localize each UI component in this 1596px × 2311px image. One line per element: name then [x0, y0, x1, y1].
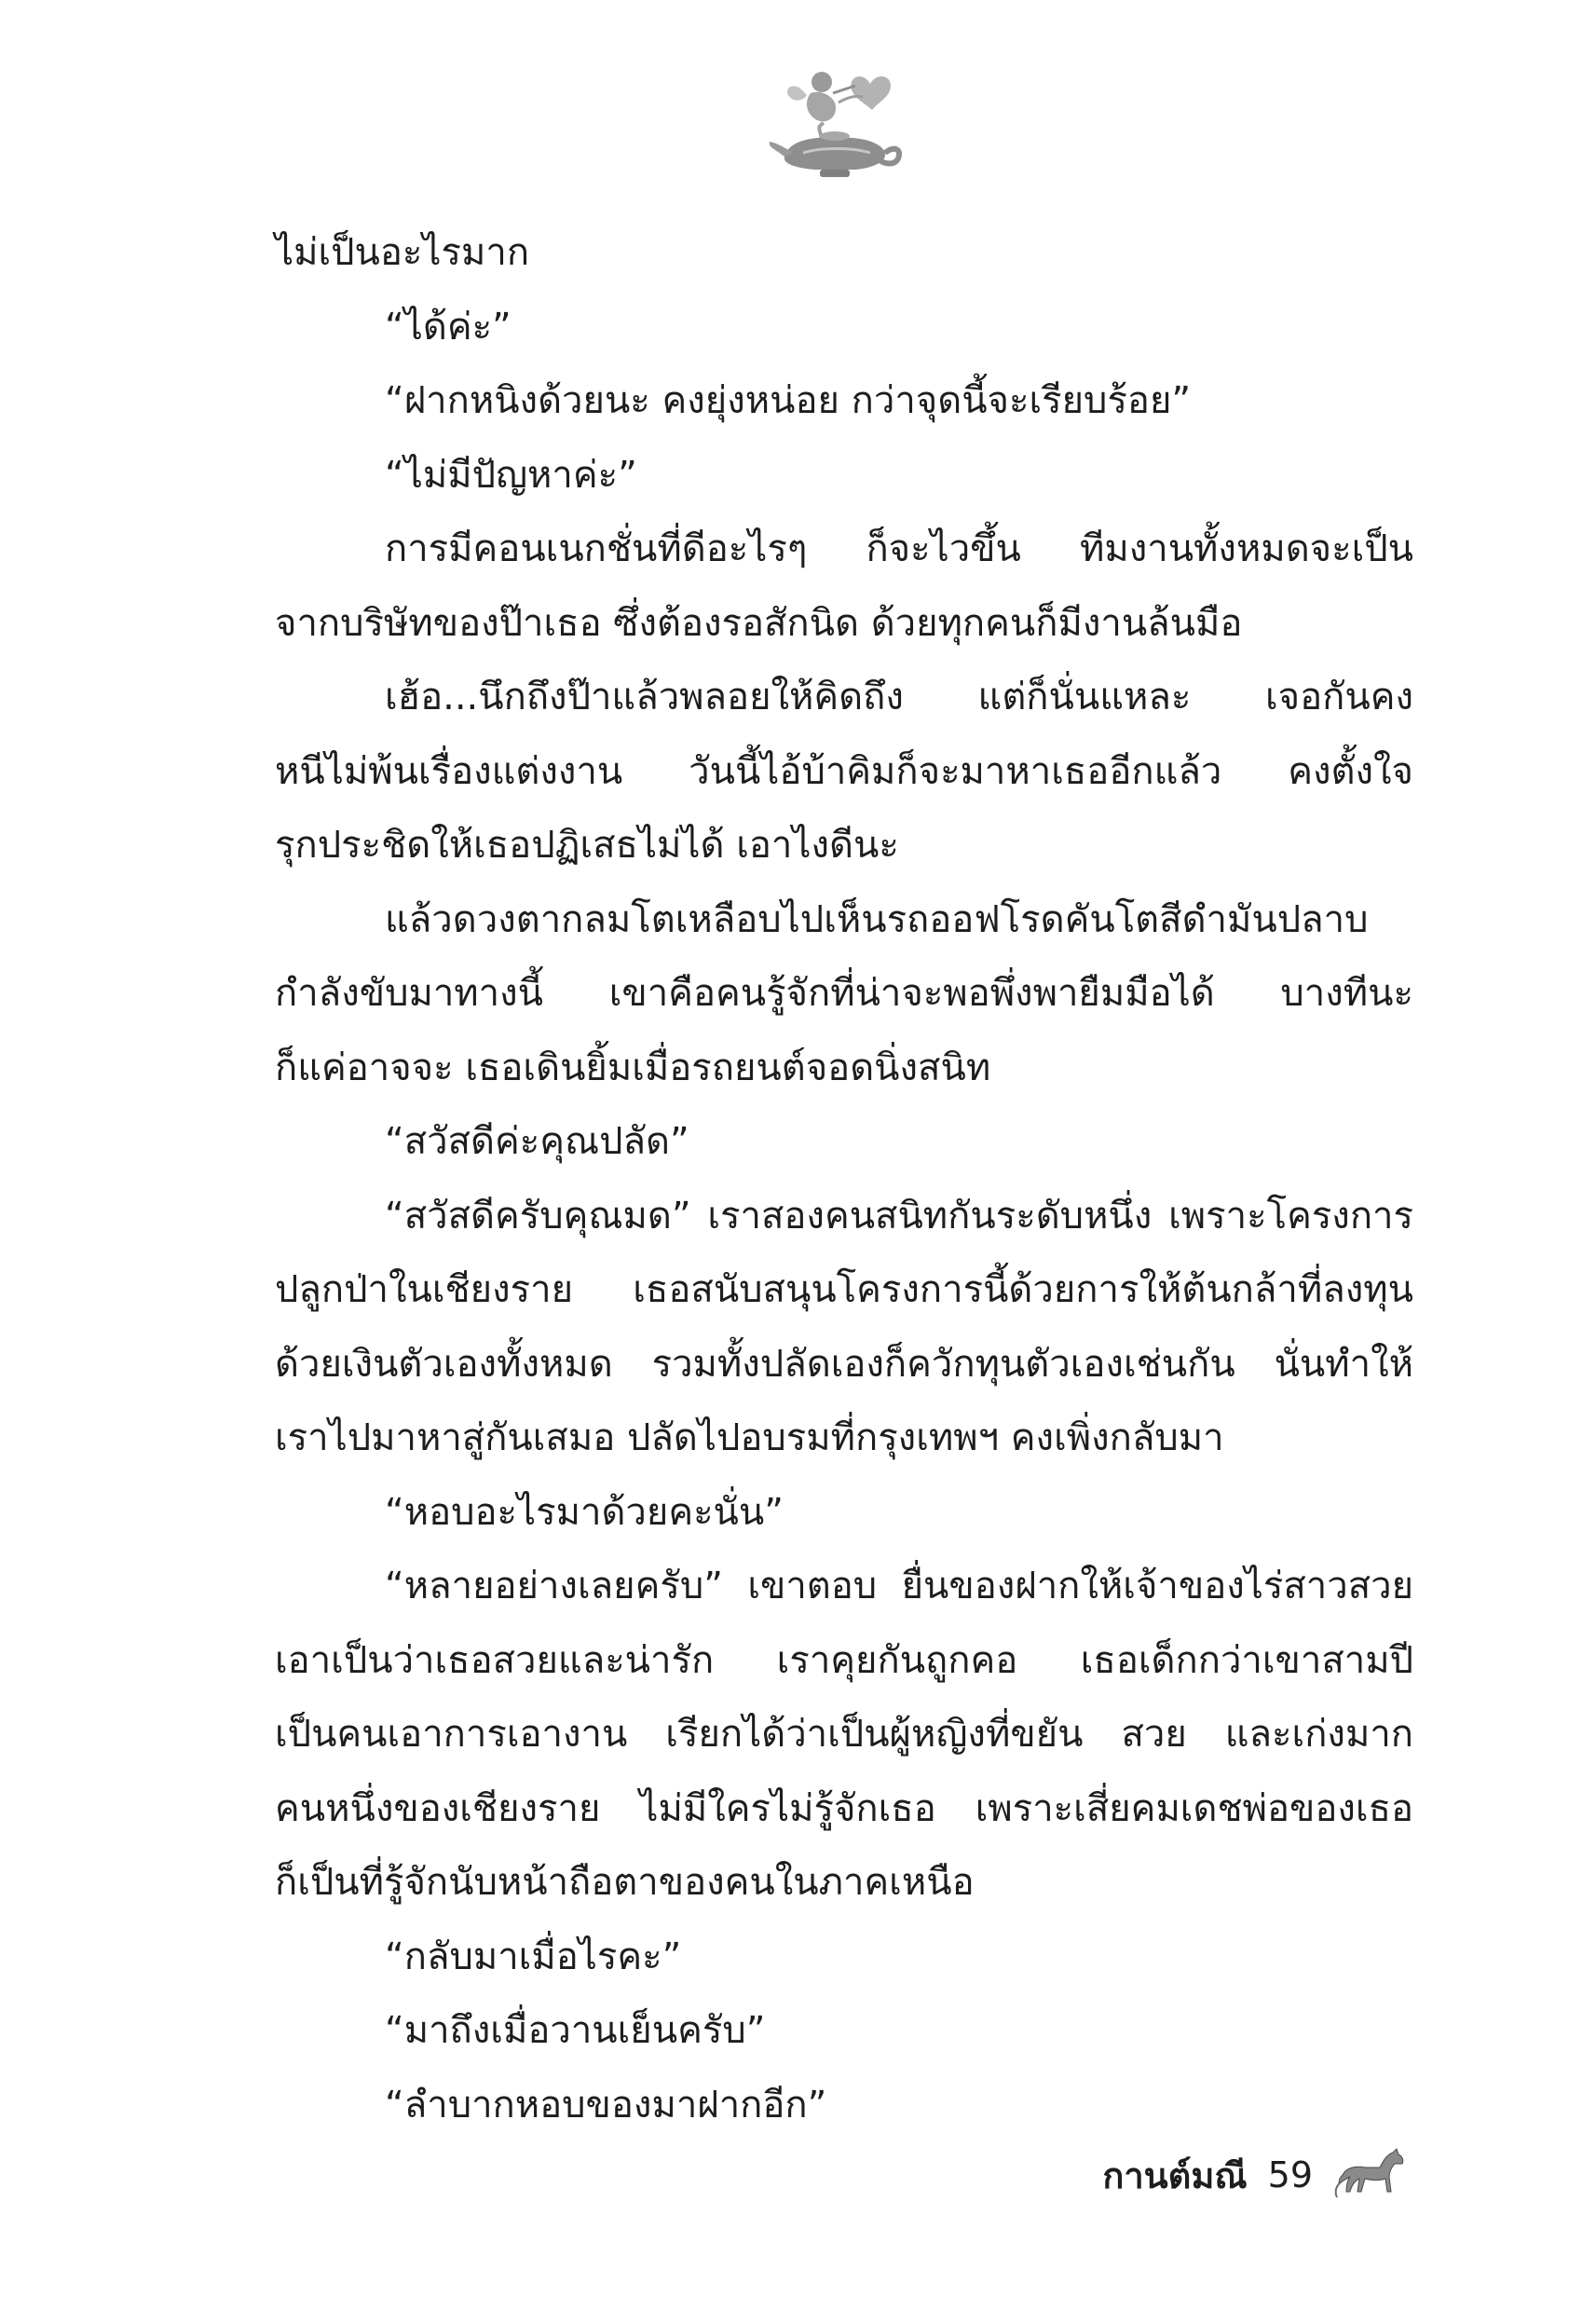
text-line: ไม่เป็นอะไรมาก: [275, 231, 530, 274]
text-line: ปลูกป่าในเชียงราย เธอสนับสนุนโครงการนี้ด้วยการให้ต้นกล้าที่ลงทุน: [275, 1268, 1413, 1311]
text-line: ด้วยเงินตัวเองทั้งหมด รวมทั้งปลัดเองก็ควักทุนตัวเองเช่นกัน นั่นทำให้: [275, 1342, 1413, 1386]
text-line: แล้วดวงตากลมโตเหลือบไปเห็นรถออฟโรดคันโตสีดำมันปลาบ: [385, 897, 1369, 941]
book-title: กานต์มณี: [1102, 2154, 1248, 2196]
text-line: รุกประชิดให้เธอปฏิเสธไม่ได้ เอาไงดีนะ: [275, 824, 899, 867]
text-line: ก็เป็นที่รู้จักนับหน้าถือตาของคนในภาคเหนือ: [275, 1861, 975, 1904]
text-line: จากบริษัทของป๊าเธอ ซึ่งต้องรอสักนิด ด้วยทุกคนก็มีงานล้นมือ: [275, 601, 1243, 645]
text-line: กำลังขับมาทางนี้ เขาคือคนรู้จักที่น่าจะพอพึ่งพายืมมือได้ บางทีนะ: [275, 972, 1413, 1015]
text-line: “ไม่มีปัญหาค่ะ”: [385, 453, 637, 497]
text-line: เฮ้อ...นึกถึงป๊าแล้วพลอยให้คิดถึง แต่ก็นั่นแหละ เจอกันคง: [385, 676, 1413, 718]
text-line: เป็นคนเอาการเอางาน เรียกได้ว่าเป็นผู้หญิงที่ขยัน สวย และเก่งมาก: [275, 1713, 1413, 1756]
body-text: [275, 216, 1413, 2142]
text-line: “กลับมาเมื่อไรคะ”: [385, 1935, 682, 1978]
text-line: เอาเป็นว่าเธอสวยและน่ารัก เราคุยกันถูกคอ เธอเด็กกว่าเขาสามปี: [275, 1638, 1413, 1682]
text-line: “ได้ค่ะ”: [385, 305, 512, 349]
text-line: “สวัสดีครับคุณมด” เราสองคนสนิทกันระดับหนึ่ง เพราะโครงการ: [385, 1194, 1413, 1238]
text-line: “สวัสดีค่ะคุณปลัด”: [385, 1120, 689, 1163]
text-line: “หอบอะไรมาด้วยคะนั่น”: [385, 1490, 784, 1534]
text-line: การมีคอนเนกชั่นที่ดีอะไรๆ ก็จะไวขึ้น ทีมงานทั้งหมดจะเป็น: [385, 527, 1413, 570]
horse-icon: [1333, 2147, 1408, 2203]
text-line: “ลำบากหอบของมาฝากอีก”: [385, 2083, 827, 2126]
text-line: “ฝากหนิงด้วยนะ คงยุ่งหน่อย กว่าจุดนี้จะเรียบร้อย”: [385, 379, 1192, 422]
text-line: “มาถึงเมื่อวานเย็นครับ”: [385, 2009, 766, 2052]
text-line: “หลายอย่างเลยครับ” เขาตอบ ยื่นของฝากให้เจ้าของไร่สาวสวย: [385, 1565, 1413, 1607]
genie-lamp-emblem-icon: [766, 56, 906, 186]
page-footer: [1102, 2147, 1408, 2203]
page-number: 59: [1267, 2154, 1313, 2195]
text-line: หนีไม่พ้นเรื่องแต่งงาน วันนี้ไอ้บ้าคิมก็จะมาหาเธออีกแล้ว คงตั้งใจ: [275, 749, 1413, 793]
text-line: คนหนึ่งของเชียงราย ไม่มีใครไม่รู้จักเธอ เพราะเสี่ยคมเดชพ่อของเธอ: [275, 1786, 1413, 1830]
text-line: ก็แค่อาจจะ เธอเดินยิ้มเมื่อรถยนต์จอดนิ่งสนิท: [275, 1046, 991, 1089]
text-line: เราไปมาหาสู่กันเสมอ ปลัดไปอบรมที่กรุงเทพฯ คงเพิ่งกลับมา: [275, 1416, 1224, 1459]
